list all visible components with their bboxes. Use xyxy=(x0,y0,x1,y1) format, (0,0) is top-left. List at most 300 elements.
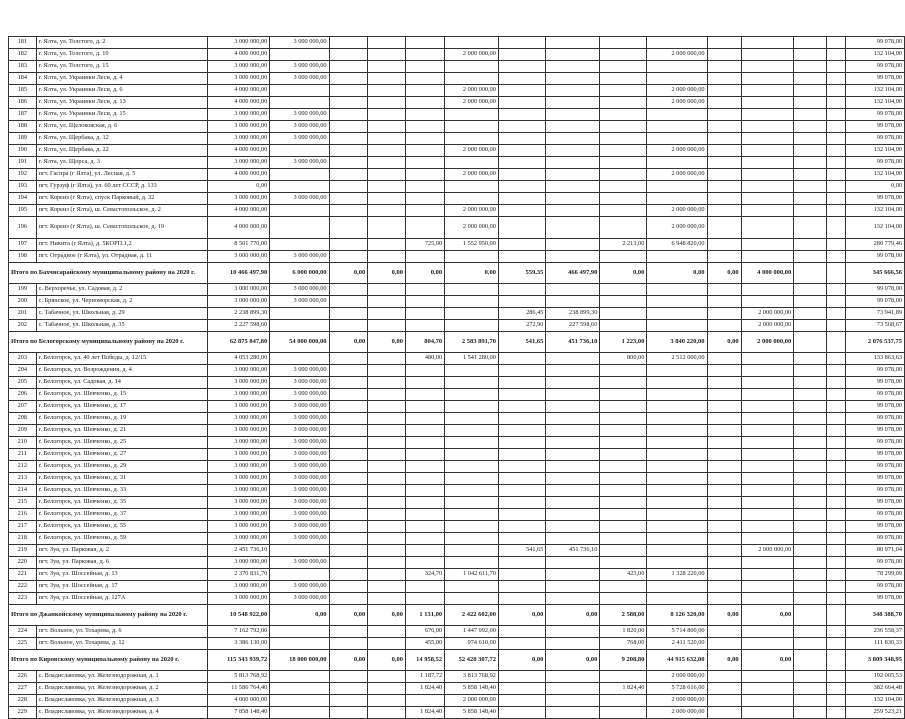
value-cell xyxy=(794,353,827,365)
value-cell: 0,00 xyxy=(498,650,545,671)
value-cell xyxy=(794,605,827,626)
value-cell xyxy=(368,193,406,205)
value-cell xyxy=(707,707,741,719)
value-cell: 280 779,46 xyxy=(845,239,904,251)
value-cell: 2 451 736,10 xyxy=(208,545,270,557)
value-cell xyxy=(827,521,846,533)
value-cell xyxy=(600,425,647,437)
value-cell: 14 958,52 xyxy=(406,650,445,671)
value-cell xyxy=(794,37,827,49)
address-cell: пгт. Вольное, ул. Тохарева, д. 12 xyxy=(36,638,207,650)
value-cell xyxy=(498,365,545,377)
budget-table xyxy=(8,36,905,719)
value-cell xyxy=(794,473,827,485)
table-row xyxy=(9,449,905,461)
value-cell: 2 000 000,00 xyxy=(647,707,707,719)
value-cell xyxy=(600,85,647,97)
value-cell xyxy=(406,413,445,425)
value-cell xyxy=(498,521,545,533)
value-cell xyxy=(794,49,827,61)
value-cell xyxy=(270,217,329,239)
value-cell: 3 000 000,00 xyxy=(208,461,270,473)
value-cell xyxy=(329,557,368,569)
value-cell: 423,00 xyxy=(600,569,647,581)
value-cell: 286,45 xyxy=(498,308,545,320)
value-cell: 2 213,00 xyxy=(600,239,647,251)
value-cell: 1 131,00 xyxy=(406,605,445,626)
value-cell: 3 840 220,00 xyxy=(647,332,707,353)
value-cell xyxy=(647,497,707,509)
value-cell xyxy=(647,284,707,296)
value-cell: 5 714 800,00 xyxy=(647,626,707,638)
value-cell: 2 076 537,75 xyxy=(845,332,904,353)
value-cell xyxy=(707,533,741,545)
value-cell xyxy=(794,320,827,332)
value-cell xyxy=(794,650,827,671)
value-cell xyxy=(794,73,827,85)
value-cell xyxy=(445,308,499,320)
address-cell: г. Белогорск, ул. Шевченко, д. 37 xyxy=(36,509,207,521)
value-cell xyxy=(707,497,741,509)
value-cell xyxy=(406,509,445,521)
value-cell xyxy=(741,73,794,85)
value-cell: 1 824,40 xyxy=(406,683,445,695)
value-cell: 99 078,00 xyxy=(845,157,904,169)
value-cell xyxy=(368,251,406,263)
address-cell: пгт. Вольное, ул. Тохарева, д. 6 xyxy=(36,626,207,638)
value-cell xyxy=(741,61,794,73)
row-number: 203 xyxy=(9,353,37,365)
address-cell: г. Белогорск, ул. Шевченко, д. 55 xyxy=(36,521,207,533)
value-cell xyxy=(741,557,794,569)
subtotal-label: Итого по Джанкойскому муниципальному району на 2020 г. xyxy=(9,605,208,626)
value-cell xyxy=(741,521,794,533)
value-cell xyxy=(794,61,827,73)
value-cell xyxy=(368,389,406,401)
value-cell xyxy=(406,49,445,61)
value-cell xyxy=(600,389,647,401)
value-cell: 3 809 348,95 xyxy=(845,650,904,671)
table-row xyxy=(9,377,905,389)
value-cell: 348 388,70 xyxy=(845,605,904,626)
table-row xyxy=(9,97,905,109)
value-cell xyxy=(546,626,600,638)
table-row xyxy=(9,308,905,320)
value-cell xyxy=(270,181,329,193)
value-cell: 0,00 xyxy=(368,650,406,671)
value-cell: 2 000 000,00 xyxy=(741,308,794,320)
value-cell xyxy=(270,49,329,61)
value-cell xyxy=(406,145,445,157)
value-cell xyxy=(546,61,600,73)
value-cell: 3 000 000,00 xyxy=(208,533,270,545)
address-cell: г. Белогорск, ул. Шевченко, д. 27 xyxy=(36,449,207,461)
value-cell: 132 104,00 xyxy=(845,217,904,239)
value-cell: 2 000 000,00 xyxy=(741,332,794,353)
value-cell xyxy=(368,509,406,521)
value-cell: 99 078,00 xyxy=(845,581,904,593)
value-cell xyxy=(406,365,445,377)
value-cell xyxy=(329,308,368,320)
value-cell xyxy=(827,308,846,320)
value-cell xyxy=(546,425,600,437)
value-cell xyxy=(329,157,368,169)
value-cell xyxy=(368,133,406,145)
value-cell xyxy=(368,61,406,73)
value-cell xyxy=(741,109,794,121)
value-cell: 99 078,00 xyxy=(845,365,904,377)
value-cell: 2 000 000,00 xyxy=(445,205,499,217)
value-cell: 111 830,33 xyxy=(845,638,904,650)
value-cell xyxy=(406,557,445,569)
address-cell: пгт. Зуя, ул. Шоссейная, д. 127А xyxy=(36,593,207,605)
value-cell: 3 000 000,00 xyxy=(208,437,270,449)
value-cell xyxy=(368,473,406,485)
value-cell xyxy=(406,485,445,497)
value-cell: 0,00 xyxy=(498,605,545,626)
value-cell xyxy=(600,401,647,413)
value-cell: 3 000 000,00 xyxy=(208,133,270,145)
value-cell xyxy=(329,437,368,449)
value-cell: 132 104,00 xyxy=(845,169,904,181)
value-cell xyxy=(368,97,406,109)
value-cell xyxy=(794,545,827,557)
value-cell xyxy=(368,545,406,557)
value-cell: 3 000 000,00 xyxy=(270,157,329,169)
address-cell: г. Ялта, ул. Щелоковская, д. 6 xyxy=(36,121,207,133)
address-cell: г. Белогорск, ул. Шевченко, д. 33 xyxy=(36,485,207,497)
value-cell xyxy=(406,205,445,217)
value-cell xyxy=(707,73,741,85)
value-cell xyxy=(329,449,368,461)
address-cell: г. Белогорск, ул. Шевченко, д. 15 xyxy=(36,389,207,401)
value-cell xyxy=(329,485,368,497)
value-cell xyxy=(445,413,499,425)
value-cell xyxy=(546,449,600,461)
value-cell xyxy=(794,109,827,121)
value-cell: 3 000 000,00 xyxy=(270,509,329,521)
value-cell xyxy=(827,49,846,61)
value-cell: 99 078,00 xyxy=(845,509,904,521)
row-number: 216 xyxy=(9,509,37,521)
value-cell: 2 000 000,00 xyxy=(647,145,707,157)
table-row xyxy=(9,473,905,485)
value-cell xyxy=(445,365,499,377)
value-cell xyxy=(329,509,368,521)
value-cell xyxy=(827,205,846,217)
table-row xyxy=(9,485,905,497)
value-cell xyxy=(647,37,707,49)
value-cell xyxy=(546,557,600,569)
address-cell: г. Ялта, ул. Украинки Леси, д. 15 xyxy=(36,109,207,121)
value-cell xyxy=(794,157,827,169)
value-cell xyxy=(368,217,406,239)
table-row xyxy=(9,353,905,365)
address-cell: г. Белогорск, ул. Садовая, д. 14 xyxy=(36,377,207,389)
value-cell xyxy=(827,251,846,263)
value-cell xyxy=(794,263,827,284)
value-cell: 3 000 000,00 xyxy=(270,581,329,593)
value-cell xyxy=(498,145,545,157)
value-cell: 99 078,00 xyxy=(845,296,904,308)
value-cell: 9 208,80 xyxy=(600,650,647,671)
value-cell xyxy=(794,332,827,353)
value-cell xyxy=(741,389,794,401)
value-cell: 0,00 xyxy=(546,605,600,626)
value-cell: 4 000 000,00 xyxy=(208,695,270,707)
value-cell xyxy=(741,593,794,605)
value-cell xyxy=(647,308,707,320)
row-number: 215 xyxy=(9,497,37,509)
value-cell xyxy=(827,461,846,473)
value-cell xyxy=(498,533,545,545)
address-cell: пгт. Никита (г Ялта), д. 5КОРП.1,2 xyxy=(36,239,207,251)
value-cell: 3 000 000,00 xyxy=(270,73,329,85)
value-cell xyxy=(647,449,707,461)
value-cell: 0,00 xyxy=(707,605,741,626)
value-cell xyxy=(368,377,406,389)
value-cell xyxy=(368,533,406,545)
row-number: 184 xyxy=(9,73,37,85)
value-cell: 559,35 xyxy=(498,263,545,284)
value-cell xyxy=(546,413,600,425)
value-cell: 3 000 000,00 xyxy=(208,109,270,121)
value-cell: 0,00 xyxy=(270,605,329,626)
value-cell xyxy=(498,671,545,683)
value-cell xyxy=(368,695,406,707)
value-cell xyxy=(329,239,368,251)
address-cell: г. Белогорск, ул. Шевченко, д. 59 xyxy=(36,533,207,545)
value-cell: 5 858 148,40 xyxy=(445,683,499,695)
value-cell xyxy=(329,638,368,650)
value-cell xyxy=(647,61,707,73)
value-cell xyxy=(498,205,545,217)
address-cell: г. Белогорск, ул. Шевченко, д. 25 xyxy=(36,437,207,449)
row-number: 219 xyxy=(9,545,37,557)
value-cell xyxy=(329,593,368,605)
value-cell xyxy=(741,121,794,133)
value-cell: 2 227 598,60 xyxy=(208,320,270,332)
table-row xyxy=(9,49,905,61)
value-cell: 3 000 000,00 xyxy=(208,157,270,169)
value-cell xyxy=(600,320,647,332)
value-cell: 3 000 000,00 xyxy=(208,521,270,533)
value-cell xyxy=(445,593,499,605)
value-cell xyxy=(445,437,499,449)
value-cell: 2 000 000,00 xyxy=(445,145,499,157)
value-cell xyxy=(707,377,741,389)
value-cell xyxy=(445,461,499,473)
value-cell xyxy=(600,133,647,145)
value-cell xyxy=(600,37,647,49)
value-cell: 80 971,04 xyxy=(845,545,904,557)
value-cell xyxy=(406,593,445,605)
value-cell xyxy=(707,109,741,121)
value-cell xyxy=(329,109,368,121)
value-cell: 133 863,63 xyxy=(845,353,904,365)
value-cell xyxy=(329,73,368,85)
value-cell xyxy=(498,401,545,413)
address-cell: с. Владиславовка, ул. Железнодорожная, д. 4 xyxy=(36,707,207,719)
value-cell xyxy=(368,626,406,638)
value-cell: 259 523,21 xyxy=(845,707,904,719)
value-cell xyxy=(794,181,827,193)
value-cell: 73 941,89 xyxy=(845,308,904,320)
value-cell xyxy=(406,181,445,193)
value-cell: 1 552 950,00 xyxy=(445,239,499,251)
value-cell xyxy=(827,569,846,581)
value-cell xyxy=(647,181,707,193)
value-cell xyxy=(707,413,741,425)
value-cell xyxy=(741,353,794,365)
row-number: 193 xyxy=(9,181,37,193)
value-cell xyxy=(707,37,741,49)
value-cell: 132 104,00 xyxy=(845,85,904,97)
value-cell: 3 000 000,00 xyxy=(270,251,329,263)
value-cell xyxy=(368,353,406,365)
value-cell: 4 000 000,00 xyxy=(741,263,794,284)
value-cell xyxy=(329,85,368,97)
value-cell xyxy=(827,37,846,49)
value-cell xyxy=(707,557,741,569)
value-cell xyxy=(406,449,445,461)
value-cell xyxy=(707,671,741,683)
value-cell: 3 000 000,00 xyxy=(208,365,270,377)
value-cell xyxy=(707,193,741,205)
value-cell xyxy=(546,509,600,521)
value-cell xyxy=(827,626,846,638)
value-cell: 8 501 770,00 xyxy=(208,239,270,251)
value-cell xyxy=(600,145,647,157)
value-cell xyxy=(329,284,368,296)
value-cell xyxy=(827,497,846,509)
value-cell: 3 000 000,00 xyxy=(270,533,329,545)
address-cell: г. Ялта, ул. Толстого, д. 2 xyxy=(36,37,207,49)
value-cell xyxy=(546,638,600,650)
value-cell xyxy=(707,217,741,239)
value-cell xyxy=(329,353,368,365)
value-cell: 324,70 xyxy=(406,569,445,581)
table-row xyxy=(9,413,905,425)
value-cell xyxy=(600,251,647,263)
value-cell xyxy=(707,695,741,707)
value-cell: 0,00 xyxy=(845,181,904,193)
value-cell: 99 078,00 xyxy=(845,473,904,485)
value-cell: 11 586 764,40 xyxy=(208,683,270,695)
row-number: 210 xyxy=(9,437,37,449)
row-number: 226 xyxy=(9,671,37,683)
value-cell xyxy=(827,413,846,425)
value-cell xyxy=(707,473,741,485)
subtotal-row xyxy=(9,263,905,284)
value-cell: 62 875 847,80 xyxy=(208,332,270,353)
value-cell xyxy=(406,121,445,133)
table-row xyxy=(9,85,905,97)
value-cell xyxy=(600,61,647,73)
value-cell: 0,00 xyxy=(329,650,368,671)
value-cell xyxy=(794,133,827,145)
value-cell xyxy=(546,205,600,217)
value-cell xyxy=(546,49,600,61)
value-cell xyxy=(827,217,846,239)
value-cell xyxy=(707,425,741,437)
value-cell xyxy=(329,683,368,695)
value-cell xyxy=(827,695,846,707)
value-cell xyxy=(794,671,827,683)
value-cell xyxy=(794,707,827,719)
value-cell: 800,00 xyxy=(600,353,647,365)
value-cell xyxy=(707,449,741,461)
table-row xyxy=(9,497,905,509)
value-cell xyxy=(827,545,846,557)
table-row xyxy=(9,533,905,545)
value-cell: 0,00 xyxy=(368,332,406,353)
value-cell: 99 078,00 xyxy=(845,109,904,121)
row-number: 196 xyxy=(9,217,37,239)
subtotal-label: Итого по Кировскому муниципальному району на 2020 г. xyxy=(9,650,208,671)
table-row xyxy=(9,461,905,473)
value-cell xyxy=(498,581,545,593)
value-cell xyxy=(546,401,600,413)
value-cell xyxy=(546,85,600,97)
value-cell xyxy=(329,169,368,181)
value-cell: 132 104,00 xyxy=(845,205,904,217)
value-cell: 768,00 xyxy=(600,638,647,650)
value-cell: 455,00 xyxy=(406,638,445,650)
table-row xyxy=(9,251,905,263)
value-cell: 3 000 000,00 xyxy=(208,413,270,425)
value-cell xyxy=(707,683,741,695)
value-cell xyxy=(827,296,846,308)
table-row xyxy=(9,671,905,683)
row-number: 197 xyxy=(9,239,37,251)
value-cell xyxy=(794,121,827,133)
value-cell xyxy=(368,683,406,695)
value-cell xyxy=(329,251,368,263)
value-cell xyxy=(600,365,647,377)
value-cell xyxy=(270,85,329,97)
value-cell: 4 000 000,00 xyxy=(208,85,270,97)
address-cell: г. Белогорск, ул. Шевченко, д. 31 xyxy=(36,473,207,485)
value-cell xyxy=(794,485,827,497)
value-cell: 3 000 000,00 xyxy=(208,61,270,73)
value-cell xyxy=(368,365,406,377)
value-cell xyxy=(368,157,406,169)
value-cell xyxy=(406,37,445,49)
value-cell xyxy=(368,284,406,296)
value-cell: 18 000 000,00 xyxy=(270,650,329,671)
value-cell xyxy=(498,85,545,97)
value-cell: 99 078,00 xyxy=(845,121,904,133)
value-cell: 99 078,00 xyxy=(845,485,904,497)
row-number: 211 xyxy=(9,449,37,461)
value-cell xyxy=(707,157,741,169)
value-cell: 3 000 000,00 xyxy=(270,593,329,605)
value-cell xyxy=(329,205,368,217)
value-cell xyxy=(329,145,368,157)
value-cell: 78 299,09 xyxy=(845,569,904,581)
value-cell xyxy=(498,437,545,449)
value-cell xyxy=(445,193,499,205)
value-cell xyxy=(741,365,794,377)
value-cell xyxy=(498,509,545,521)
value-cell xyxy=(827,389,846,401)
row-number: 194 xyxy=(9,193,37,205)
value-cell xyxy=(647,121,707,133)
value-cell xyxy=(546,533,600,545)
row-number: 228 xyxy=(9,695,37,707)
value-cell xyxy=(329,37,368,49)
